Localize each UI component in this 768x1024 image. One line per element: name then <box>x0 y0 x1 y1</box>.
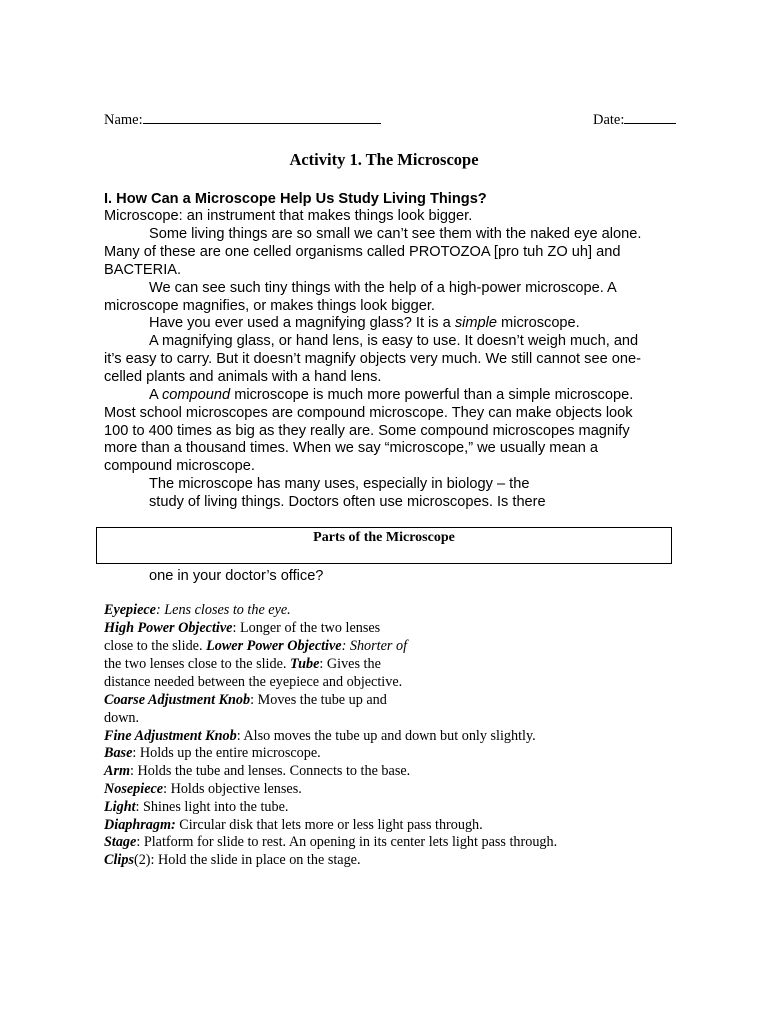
list-item <box>104 728 536 745</box>
list-item <box>104 745 321 762</box>
term-eyepiece: Eyepiece <box>104 602 156 618</box>
term-lower-power-objective: Lower Power Objective <box>206 638 342 654</box>
term-tube: Tube <box>289 656 320 672</box>
def-tube: : Gives the <box>319 656 381 672</box>
term-base: Base <box>104 745 133 761</box>
glass-line-italic: simple <box>454 315 497 331</box>
compound-line-start: A <box>149 387 162 403</box>
term-arm: Arm <box>104 763 131 779</box>
term-light: Light <box>104 799 136 815</box>
compound-line-italic: compound <box>161 387 231 403</box>
term-coarse-adjustment-knob: Coarse Adjustment Knob <box>104 692 251 708</box>
glass-line-end: microscope. <box>497 315 580 331</box>
term-diaphragm: Diaphragm: <box>104 817 176 833</box>
def-fine-adjustment-knob: : Also moves the tube up and down but only slightly. <box>236 728 536 744</box>
def-lower-power-objective-cont: the two lenses close to the slide. <box>104 656 290 672</box>
term-fine-adjustment-knob: Fine Adjustment Knob <box>104 728 237 744</box>
def-eyepiece: : Lens closes to the eye. <box>155 602 291 618</box>
name-blank-line[interactable] <box>143 110 381 124</box>
def-light: : Shines light into the tube. <box>135 799 289 815</box>
body-line: more than a thousand times. When we say “microscope,” we usually mean a <box>104 440 598 456</box>
body-line: Most school microscopes are compound microscope. They can make objects look <box>104 405 633 421</box>
term-high-power-objective: High Power Objective <box>104 620 233 636</box>
def-clips: (2): Hold the slide in place on the stage. <box>133 852 361 868</box>
section-heading: I. How Can a Microscope Help Us Study Living Things? <box>104 191 487 207</box>
body-line <box>149 387 633 403</box>
box-title: Parts of the Microscope <box>313 530 455 545</box>
list-item <box>104 799 288 816</box>
list-item <box>104 620 380 637</box>
date-label: Date: <box>593 112 625 128</box>
body-line: celled plants and animals with a hand lens. <box>104 369 382 385</box>
list-item <box>104 674 402 691</box>
body-line: A magnifying glass, or hand lens, is easy to use. It doesn’t weigh much, and <box>149 333 639 349</box>
list-item <box>104 817 483 834</box>
continuation-line: one in your doctor’s office? <box>149 568 324 584</box>
glass-line-start: Have you ever used a magnifying glass? It is a <box>149 315 455 331</box>
parts-of-microscope-box <box>96 527 672 564</box>
list-item <box>104 692 387 709</box>
body-line: compound microscope. <box>104 458 255 474</box>
list-item <box>104 852 361 869</box>
body-line: The microscope has many uses, especially in biology – the <box>149 476 530 492</box>
list-item <box>104 781 302 798</box>
term-nosepiece: Nosepiece <box>104 781 164 797</box>
def-arm: : Holds the tube and lenses. Connects to the base. <box>130 763 411 779</box>
body-line: study of living things. Doctors often use microscopes. Is there <box>149 494 546 510</box>
def-coarse-adjustment-knob: : Moves the tube up and <box>250 692 387 708</box>
name-label: Name: <box>104 112 143 128</box>
list-item <box>104 763 410 780</box>
body-line: Microscope: an instrument that makes things look bigger. <box>104 208 473 224</box>
term-clips: Clips <box>104 852 134 868</box>
list-item <box>104 834 557 851</box>
list-item <box>104 638 407 655</box>
body-line: 100 to 400 times as big as they really are. Some compound microscopes magnify <box>104 423 630 439</box>
def-base: : Holds up the entire microscope. <box>132 745 321 761</box>
def-lower-power-objective: : Shorter of <box>341 638 408 654</box>
def-stage: : Platform for slide to rest. An opening in its center lets light pass through. <box>136 834 558 850</box>
body-line: it’s easy to carry. But it doesn’t magnify objects very much. We still cannot see one- <box>104 351 641 367</box>
def-nosepiece: : Holds objective lenses. <box>163 781 302 797</box>
body-line <box>149 315 580 331</box>
body-line: Some living things are so small we can’t see them with the naked eye alone. <box>149 226 642 242</box>
body-line: microscope magnifies, or makes things look bigger. <box>104 298 435 314</box>
date-field <box>593 110 676 129</box>
term-stage: Stage <box>104 834 137 850</box>
def-tube-cont: distance needed between the eyepiece and objective. <box>104 674 403 690</box>
def-high-power-objective: : Longer of the two lenses <box>232 620 381 636</box>
page-title: Activity 1. The Microscope <box>289 150 479 169</box>
def-coarse-adjustment-knob-cont: down. <box>104 710 140 726</box>
name-field <box>104 110 381 129</box>
body-line: Many of these are one celled organisms called PROTOZOA [pro tuh ZO uh] and <box>104 244 621 260</box>
compound-line-end: microscope is much more powerful than a simple microscope. <box>234 387 634 403</box>
body-line: We can see such tiny things with the help of a high-power microscope. A <box>149 280 617 296</box>
def-diaphragm: Circular disk that lets more or less light pass through. <box>175 817 483 833</box>
list-item <box>104 656 381 673</box>
def-high-power-objective-cont: close to the slide. <box>104 638 207 654</box>
list-item <box>104 602 291 619</box>
date-blank-line[interactable] <box>624 110 676 124</box>
list-item <box>104 710 139 727</box>
body-line: BACTERIA. <box>104 262 182 278</box>
